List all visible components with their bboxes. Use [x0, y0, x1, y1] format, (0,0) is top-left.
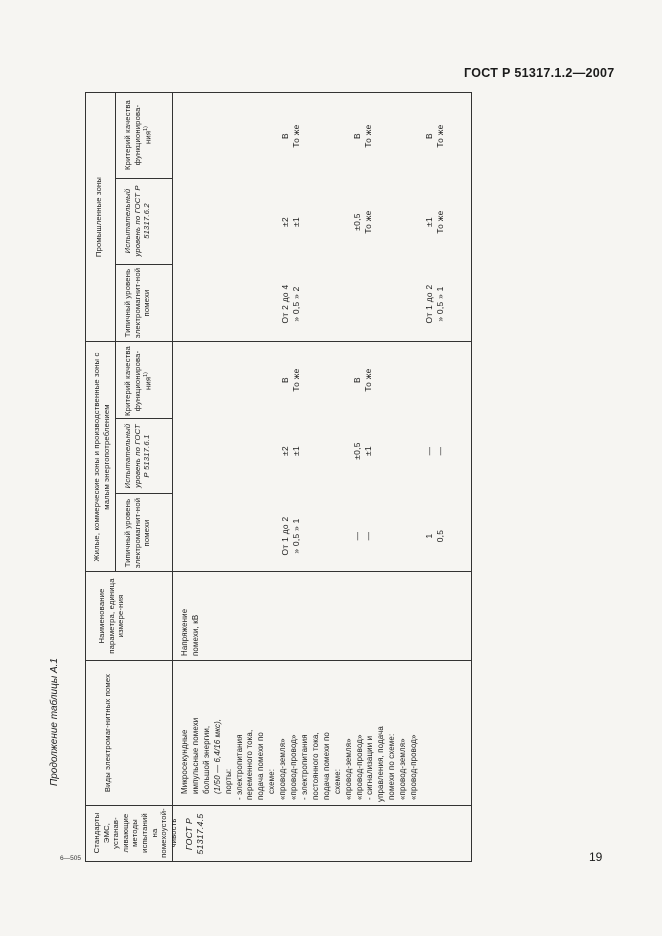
row1-value-typ-1: От 1 до 2 — [280, 516, 290, 556]
row1-type: Микросекундные импульсные помехи большой энергии, (1/50 — 6,4/16 мкс), порты: - электропитания переменного тока, подача помехи по схеме: «провод-земля» «провод-провод» - электропитания постоянного тока, подача помехи по схеме: «провод-земля» «провод-провод» - сигнализации и управления, подача помехи по схеме: «провод-земля» «провод-провод» — [180, 717, 419, 802]
footnote-mark: 1) — [143, 126, 150, 131]
row1-standard: ГОСТ Р 51317.4.5 — [184, 813, 205, 855]
row1-value-test-res-3: ±0,5 — [352, 442, 362, 460]
row1-value-test-res-1: ±2 — [280, 446, 290, 456]
page-number: 19 — [589, 850, 603, 864]
row1-value-crit-ind-4: То же — [363, 124, 373, 148]
row1-value-typ-3: — — [352, 531, 362, 541]
document-header: ГОСТ Р 51317.1.2—2007 — [464, 66, 615, 80]
row1-value-crit-ind-1: В — [280, 133, 290, 139]
footnote-mark: 1) — [143, 372, 150, 377]
row1-value-test-res-6: — — [435, 446, 445, 456]
row1-value-crit-ind-3: В — [352, 133, 362, 139]
row1-value-test-res-4: ±1 — [363, 446, 373, 456]
header-test-level-ind: Испытательный уровень по ГОСТ Р 51317.6.2 — [123, 185, 152, 257]
row1-value-test-res-5: — — [424, 446, 434, 456]
print-code: 6—505 — [60, 855, 81, 862]
table-caption: Продолжение таблицы А.1 — [49, 658, 60, 786]
row1-value-typ-ind-1: От 2 до 4 — [280, 284, 290, 324]
header-standard: Стандарты ЭМС, устанав-ливающие методы испытаний на помехоустой-чивость — [92, 808, 178, 858]
row1-value-crit-ind-2: То же — [291, 124, 301, 148]
row1-value-test-ind-1: ±2 — [280, 217, 290, 227]
row1-value-typ-2: » 0,5 » 1 — [291, 518, 301, 554]
row1-value-typ-ind-5: От 1 до 2 — [424, 284, 434, 324]
row1-value-crit-ind-6: То же — [435, 124, 445, 148]
row1-value-test-res-2: ±1 — [291, 446, 301, 456]
header-typical-level-ind: Типичный уровень электромагнит-ной помехи — [123, 267, 152, 339]
row1-value-crit-ind-5: В — [424, 133, 434, 139]
header-typical-level-res: Типичный уровень электромагнит-ной помехи — [123, 497, 152, 569]
row1-value-test-ind-2: ±1 — [291, 217, 301, 227]
row1-value-test-ind-6: То же — [435, 210, 445, 234]
header-residential-group: Жилые, коммерческие зоны и производственные зоны с малым энергопотреблением — [92, 352, 111, 562]
header-type: Виды электромаг-нитных помех — [103, 673, 112, 793]
row1-value-typ-ind-6: » 0,5 » 1 — [435, 286, 445, 322]
row1-value-crit-res-1: В — [280, 377, 290, 383]
row1-param: Напряжение помехи, кВ — [180, 608, 200, 656]
header-test-level-res: Испытательный уровень по ГОСТ Р 51317.6.1 — [123, 423, 152, 489]
row1-value-typ-6: 0,5 — [435, 529, 445, 543]
row1-value-typ-ind-2: » 0,5 » 2 — [291, 286, 301, 322]
row1-value-typ-5: 1 — [424, 533, 434, 539]
row1-value-crit-res-4: То же — [363, 368, 373, 392]
header-param: Наименование параметра, единица измере-ния — [97, 578, 126, 654]
row1-value-typ-4: — — [363, 531, 373, 541]
header-criterion-ind: Критерий качества функционирова-ния$^{1)}$ — [123, 100, 153, 170]
data-table-part-2 — [85, 92, 473, 862]
header-criterion-res: Критерий качества функционирова-ния$^{1)}$ — [123, 346, 153, 416]
row1-value-crit-res-3: В — [352, 377, 362, 383]
header-industrial-group: Промышленные зоны — [94, 176, 103, 258]
row1-value-test-ind-3: ±0,5 — [352, 213, 362, 231]
row1-value-test-ind-5: ±1 — [424, 217, 434, 227]
row1-value-crit-res-2: То же — [291, 368, 301, 392]
row1-value-test-ind-4: То же — [363, 210, 373, 234]
